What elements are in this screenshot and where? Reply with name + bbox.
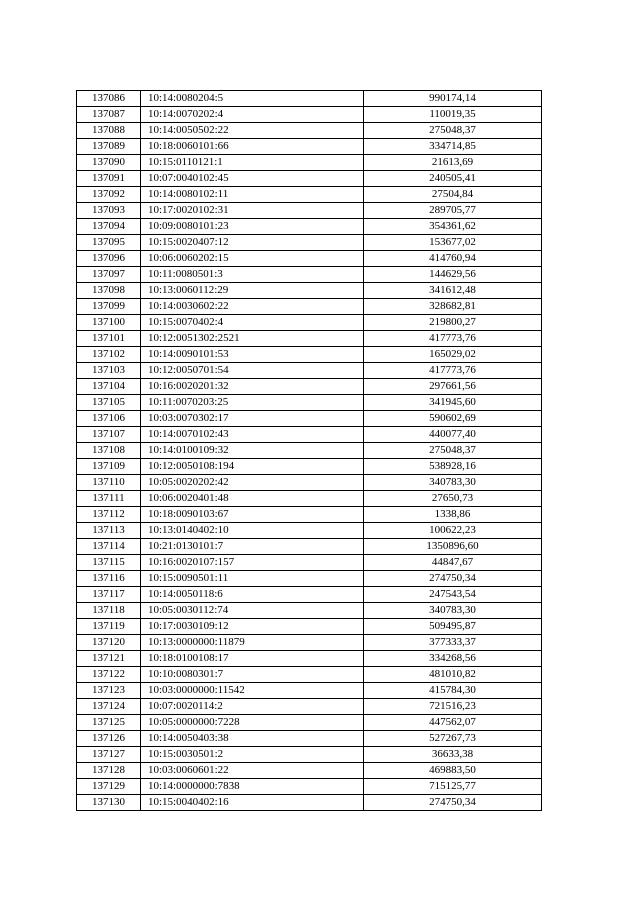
cell-cadastral-number: 10:15:0020407:12 (141, 235, 364, 251)
cell-id: 137130 (77, 795, 141, 811)
table-row (77, 667, 542, 683)
cell-amount: 275048,37 (364, 443, 542, 459)
table-row (77, 267, 542, 283)
cell-id: 137092 (77, 187, 141, 203)
table-row (77, 507, 542, 523)
cell-cadastral-number: 10:06:0020401:48 (141, 491, 364, 507)
cell-amount: 274750,34 (364, 571, 542, 587)
cell-amount: 447562,07 (364, 715, 542, 731)
cell-amount: 354361,62 (364, 219, 542, 235)
cell-cadastral-number: 10:14:0080102:11 (141, 187, 364, 203)
cell-cadastral-number: 10:05:0000000:7228 (141, 715, 364, 731)
cell-id: 137086 (77, 91, 141, 107)
cell-id: 137104 (77, 379, 141, 395)
cell-id: 137124 (77, 699, 141, 715)
table-row (77, 427, 542, 443)
cell-id: 137096 (77, 251, 141, 267)
cell-amount: 165029,02 (364, 347, 542, 363)
table-row (77, 587, 542, 603)
table-row (77, 731, 542, 747)
cell-id: 137107 (77, 427, 141, 443)
table-row (77, 571, 542, 587)
cell-cadastral-number: 10:14:0100109:32 (141, 443, 364, 459)
cell-cadastral-number: 10:16:0020201:32 (141, 379, 364, 395)
cell-amount: 328682,81 (364, 299, 542, 315)
cell-cadastral-number: 10:14:0090101:53 (141, 347, 364, 363)
cell-id: 137106 (77, 411, 141, 427)
cell-id: 137127 (77, 747, 141, 763)
table-row (77, 603, 542, 619)
cell-cadastral-number: 10:12:0050701:54 (141, 363, 364, 379)
cell-cadastral-number: 10:03:0060601:22 (141, 763, 364, 779)
cell-id: 137129 (77, 779, 141, 795)
cell-amount: 481010,82 (364, 667, 542, 683)
cell-amount: 334268,56 (364, 651, 542, 667)
cell-id: 137113 (77, 523, 141, 539)
table-row (77, 123, 542, 139)
table-row (77, 283, 542, 299)
table-row (77, 203, 542, 219)
cell-amount: 990174,14 (364, 91, 542, 107)
cell-cadastral-number: 10:05:0030112:74 (141, 603, 364, 619)
cell-amount: 21613,69 (364, 155, 542, 171)
cell-id: 137090 (77, 155, 141, 171)
table-row (77, 299, 542, 315)
cell-cadastral-number: 10:13:0000000:11879 (141, 635, 364, 651)
cell-amount: 340783,30 (364, 475, 542, 491)
table-row (77, 363, 542, 379)
table-row (77, 555, 542, 571)
cell-cadastral-number: 10:05:0020202:42 (141, 475, 364, 491)
cell-amount: 440077,40 (364, 427, 542, 443)
cell-id: 137105 (77, 395, 141, 411)
table-row (77, 619, 542, 635)
cell-amount: 334714,85 (364, 139, 542, 155)
cell-id: 137100 (77, 315, 141, 331)
table-row (77, 715, 542, 731)
cell-cadastral-number: 10:11:0080501:3 (141, 267, 364, 283)
cell-cadastral-number: 10:15:0090501:11 (141, 571, 364, 587)
table-row (77, 651, 542, 667)
cell-cadastral-number: 10:14:0080204:5 (141, 91, 364, 107)
table-row (77, 779, 542, 795)
table-row (77, 331, 542, 347)
cell-id: 137119 (77, 619, 141, 635)
table-row (77, 315, 542, 331)
cell-cadastral-number: 10:15:0070402:4 (141, 315, 364, 331)
cell-id: 137110 (77, 475, 141, 491)
table-row (77, 443, 542, 459)
cell-id: 137088 (77, 123, 141, 139)
table-row (77, 523, 542, 539)
cell-cadastral-number: 10:18:0090103:67 (141, 507, 364, 523)
table-row (77, 187, 542, 203)
cell-id: 137108 (77, 443, 141, 459)
cell-cadastral-number: 10:07:0020114:2 (141, 699, 364, 715)
cell-cadastral-number: 10:09:0080101:23 (141, 219, 364, 235)
table-row (77, 459, 542, 475)
cell-cadastral-number: 10:18:0100108:17 (141, 651, 364, 667)
cell-id: 137117 (77, 587, 141, 603)
cell-id: 137103 (77, 363, 141, 379)
cell-id: 137118 (77, 603, 141, 619)
table-row (77, 219, 542, 235)
table-row (77, 683, 542, 699)
table-row (77, 379, 542, 395)
table-row (77, 155, 542, 171)
table-row (77, 747, 542, 763)
cell-cadastral-number: 10:06:0060202:15 (141, 251, 364, 267)
cell-cadastral-number: 10:10:0080301:7 (141, 667, 364, 683)
cell-amount: 27504,84 (364, 187, 542, 203)
cell-amount: 153677,02 (364, 235, 542, 251)
cell-cadastral-number: 10:07:0040102:45 (141, 171, 364, 187)
cell-amount: 538928,16 (364, 459, 542, 475)
cell-amount: 275048,37 (364, 123, 542, 139)
cell-id: 137093 (77, 203, 141, 219)
cell-amount: 36633,38 (364, 747, 542, 763)
cell-amount: 340783,30 (364, 603, 542, 619)
table-row (77, 139, 542, 155)
cell-cadastral-number: 10:14:0070202:4 (141, 107, 364, 123)
cell-cadastral-number: 10:16:0020107:157 (141, 555, 364, 571)
table-row (77, 635, 542, 651)
cell-id: 137112 (77, 507, 141, 523)
cell-cadastral-number: 10:17:0020102:31 (141, 203, 364, 219)
cell-amount: 289705,77 (364, 203, 542, 219)
cell-cadastral-number: 10:14:0000000:7838 (141, 779, 364, 795)
cell-cadastral-number: 10:13:0060112:29 (141, 283, 364, 299)
cell-id: 137122 (77, 667, 141, 683)
cell-amount: 247543,54 (364, 587, 542, 603)
cell-cadastral-number: 10:03:0070302:17 (141, 411, 364, 427)
cell-cadastral-number: 10:14:0030602:22 (141, 299, 364, 315)
table-row (77, 235, 542, 251)
cell-amount: 527267,73 (364, 731, 542, 747)
cell-cadastral-number: 10:03:0000000:11542 (141, 683, 364, 699)
cell-cadastral-number: 10:14:0050403:38 (141, 731, 364, 747)
table-row (77, 395, 542, 411)
table-row (77, 347, 542, 363)
cell-cadastral-number: 10:15:0030501:2 (141, 747, 364, 763)
table-row (77, 171, 542, 187)
table-row (77, 107, 542, 123)
cell-id: 137099 (77, 299, 141, 315)
cell-id: 137109 (77, 459, 141, 475)
cell-id: 137091 (77, 171, 141, 187)
cell-amount: 341612,48 (364, 283, 542, 299)
cell-cadastral-number: 10:12:0050108:194 (141, 459, 364, 475)
cell-amount: 27650,73 (364, 491, 542, 507)
cell-amount: 715125,77 (364, 779, 542, 795)
cell-id: 137095 (77, 235, 141, 251)
cell-cadastral-number: 10:14:0050118:6 (141, 587, 364, 603)
cell-amount: 415784,30 (364, 683, 542, 699)
table-row (77, 795, 542, 811)
cell-id: 137097 (77, 267, 141, 283)
cell-id: 137114 (77, 539, 141, 555)
cell-amount: 377333,37 (364, 635, 542, 651)
cell-id: 137116 (77, 571, 141, 587)
cell-id: 137087 (77, 107, 141, 123)
cell-id: 137089 (77, 139, 141, 155)
cell-amount: 721516,23 (364, 699, 542, 715)
cell-amount: 417773,76 (364, 331, 542, 347)
cell-id: 137120 (77, 635, 141, 651)
cell-amount: 110019,35 (364, 107, 542, 123)
table-row (77, 411, 542, 427)
cell-id: 137123 (77, 683, 141, 699)
cell-id: 137098 (77, 283, 141, 299)
cell-amount: 1350896,60 (364, 539, 542, 555)
cell-amount: 469883,50 (364, 763, 542, 779)
cell-id: 137128 (77, 763, 141, 779)
table-body (77, 91, 542, 811)
table-row (77, 475, 542, 491)
cell-cadastral-number: 10:14:0070102:43 (141, 427, 364, 443)
cell-id: 137101 (77, 331, 141, 347)
cell-id: 137115 (77, 555, 141, 571)
cell-amount: 240505,41 (364, 171, 542, 187)
cell-cadastral-number: 10:13:0140402:10 (141, 523, 364, 539)
table-row (77, 91, 542, 107)
cell-cadastral-number: 10:15:0040402:16 (141, 795, 364, 811)
table-row (77, 251, 542, 267)
cell-id: 137094 (77, 219, 141, 235)
cell-amount: 341945,60 (364, 395, 542, 411)
cell-cadastral-number: 10:11:0070203:25 (141, 395, 364, 411)
cell-amount: 414760,94 (364, 251, 542, 267)
cell-amount: 297661,56 (364, 379, 542, 395)
cell-cadastral-number: 10:14:0050502:22 (141, 123, 364, 139)
table-row (77, 763, 542, 779)
data-table (76, 90, 542, 811)
table-row (77, 491, 542, 507)
cell-amount: 274750,34 (364, 795, 542, 811)
cell-amount: 509495,87 (364, 619, 542, 635)
cell-amount: 219800,27 (364, 315, 542, 331)
cell-id: 137111 (77, 491, 141, 507)
cell-cadastral-number: 10:12:0051302:2521 (141, 331, 364, 347)
cell-amount: 1338,86 (364, 507, 542, 523)
cell-cadastral-number: 10:21:0130101:7 (141, 539, 364, 555)
table-row (77, 539, 542, 555)
cell-amount: 590602,69 (364, 411, 542, 427)
cell-cadastral-number: 10:15:0110121:1 (141, 155, 364, 171)
cell-cadastral-number: 10:17:0030109:12 (141, 619, 364, 635)
cell-id: 137126 (77, 731, 141, 747)
cell-cadastral-number: 10:18:0060101:66 (141, 139, 364, 155)
cell-amount: 44847,67 (364, 555, 542, 571)
cell-id: 137125 (77, 715, 141, 731)
table-row (77, 699, 542, 715)
cell-id: 137121 (77, 651, 141, 667)
cell-amount: 417773,76 (364, 363, 542, 379)
cell-amount: 100622,23 (364, 523, 542, 539)
cell-id: 137102 (77, 347, 141, 363)
cell-amount: 144629,56 (364, 267, 542, 283)
